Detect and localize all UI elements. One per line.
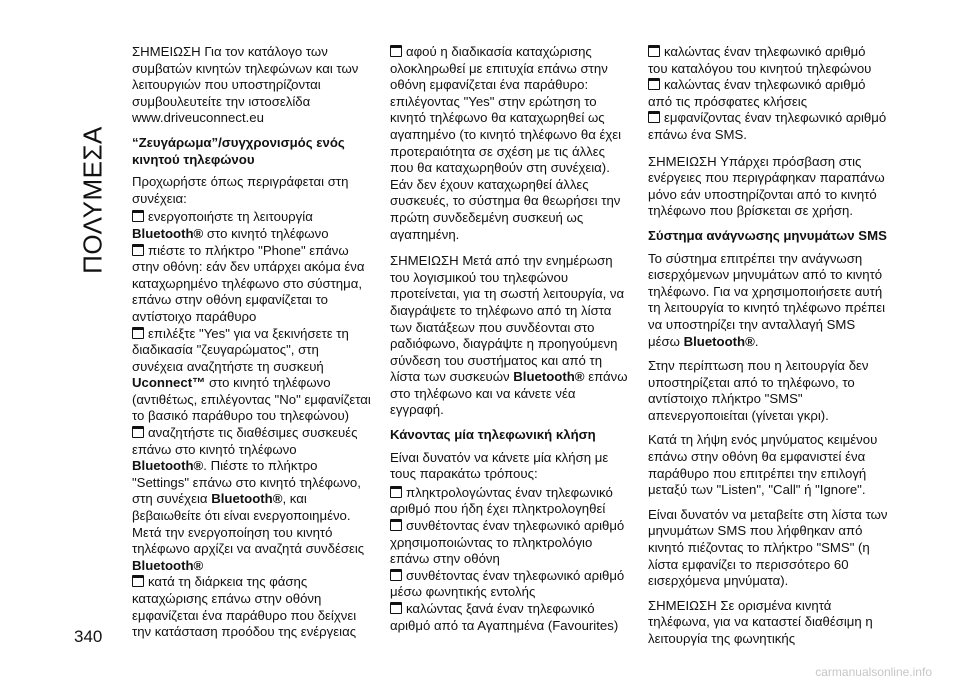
list-item: καλώντας ξανά έναν τηλεφωνικό αριθμό από τα Αγαπημένα (Favourites): [390, 601, 619, 633]
heading-pairing: “Ζευγάρωμα”/συγχρονισμός ενός κινητού τηλεφώνου: [132, 134, 345, 167]
bullet-icon: [648, 78, 660, 90]
heading-sms-reader: Σύστημα ανάγνωσης μηνυμάτων SMS: [648, 227, 887, 243]
sms-list: Είναι δυνατόν να μεταβείτε στη λίστα των μηνυμάτων SMS που λήφθηκαν από κινητό πιέζοντας το πλήκτρο "SMS" (η λίστα εμφανίζει το περισσότερο 60 εισερχόμενα μηνύματα).: [648, 506, 888, 589]
bullet-icon: [132, 210, 144, 222]
bullet-icon: [132, 575, 144, 587]
note-access: ΣΗΜΕΙΩΣΗ Υπάρχει πρόσβαση στις ενέργειες που περιγράφηκαν παραπάνω μόνο εάν υποστηρίζονται από το κινητό τηλέφωνο που βρίσκεται σε χρήση.: [648, 153, 885, 219]
section-title-text: ΠΟΛΥΜΕΣΑ: [77, 126, 107, 274]
section-title-vertical: [70, 0, 115, 300]
bullet-icon: [390, 602, 402, 614]
list-item: επιλέξτε "Yes" για να ξεκινήσετε τη διαδικασία "ζευγαρώματος", στη συνέχεια αναζητήστε τη συσκευή Uconnect™ στο κινητό τηλέφωνο (αντιθέτως, επιλέγοντας "No" εμφανίζεται το βασικό παράθυρο του τηλεφώνου): [132, 325, 371, 424]
bullet-icon: [390, 45, 402, 57]
bullet-icon: [132, 244, 144, 256]
bullet-icon: [648, 111, 660, 123]
bullet-icon: [390, 569, 402, 581]
call-intro: Είναι δυνατόν να κάνετε μία κλήση με τους παρακάτω τρόπους:: [390, 449, 609, 482]
list-item: συνθέτοντας έναν τηλεφωνικό αριθμό χρησιμοποιώντας το πληκτρολόγιο επάνω στην οθόνη: [390, 518, 625, 567]
bullet-icon: [648, 45, 660, 57]
bullet-icon: [390, 486, 402, 498]
list-item: ενεργοποιήστε τη λειτουργία Bluetooth® στο κινητό τηλέφωνο: [132, 209, 329, 241]
bullet-icon: [132, 426, 144, 438]
bullet-icon: [390, 519, 402, 531]
bullet-icon: [132, 327, 144, 339]
note-software-update: ΣΗΜΕΙΩΣΗ Μετά από την ενημέρωση του λογισμικού του τηλεφώνου προτείνεται, για τη σωστή λειτουργία, να διαγράψετε το τηλέφωνο από τη λίστα των διατάξεων που συνδέονται στο ραδιόφωνο, διαγράψτε η προηγούμενη σύνδεση του συστήματος και από τη λίστα των συσκευών Bluetooth® επάνω στο τηλέφωνο και να κάνετε νέα εγγραφή.: [390, 253, 628, 418]
list-item: αναζητήστε τις διαθέσιμες συσκευές επάνω στο κινητό τηλέφωνο Bluetooth®. Πιέστε το πλήκτρο "Settings" επάνω στο κινητό τηλέφωνο, στη συνέχεια Bluetooth®, και βεβαιωθείτε ότι είναι ενεργοποιημένο. Μετά την ενεργοποίηση του κινητό τηλέφωνο αρχίζει να αναζητά συνδέσεις Bluetooth®: [132, 425, 365, 573]
column-2: [390, 44, 630, 634]
list-item: συνθέτοντας έναν τηλεφωνικό αριθμό μέσω φωνητικής εντολής: [390, 567, 625, 600]
heading-make-call: Κάνοντας μία τηλεφωνική κλήση: [390, 427, 596, 443]
column-1: [132, 44, 372, 641]
column-3: [648, 44, 888, 656]
list-item: αφού η διαδικασία καταχώρισης ολοκληρωθεί με επιτυχία επάνω στην οθόνη εμφανίζεται ένα παράθυρο: επιλέγοντας "Yes" στην ερώτηση το κινητό τηλέφωνο θα καταχωρηθεί ως αγαπημένο (το κινητό τηλέφωνο θα έχει προτεραιότητα σε σχέση με τις άλλες που θα καταχωρηθούν στη συνέχεια). Εάν δεν έχουν καταχωρηθεί άλλες συσκευές, το σύστημα θα θεωρήσει την πρώτη συνδεδεμένη συσκευή ως αγαπημένη.: [390, 44, 622, 242]
sms-description: Το σύστημα επιτρέπει την ανάγνωση εισερχόμενων μηνυμάτων από το κινητό τηλέφωνο. Για να χρησιμοποιήσετε αυτή τη λειτουργία το κινητό τηλέφωνο πρέπει να υποστηρίζει την ανταλλαγή SMS μέσω Bluetooth®.: [648, 250, 886, 349]
list-item: πιέστε το πλήκτρο "Phone" επάνω στην οθόνη: εάν δεν υπάρχει ακόμα ένα καταχωρημένο τηλέφωνο στο σύστημα, επάνω στην οθόνη εμφανίζεται το αντίστοιχο παράθυρο: [132, 242, 365, 324]
note-compatibility: ΣΗΜΕΙΩΣΗ Για τον κατάλογο των συμβατών κινητών τηλεφώνων και των λειτουργιών που υποστηρίζονται συμβουλευτείτε την ιστοσελίδα www.driveuconnect.eu: [132, 44, 359, 126]
watermark: carmanualsonline.info: [815, 665, 932, 679]
note-voice: ΣΗΜΕΙΩΣΗ Σε ορισμένα κινητά τηλέφωνα, για να καταστεί διαθέσιμη η λειτουργία της φωνητικής: [648, 597, 873, 646]
list-item: καλώντας έναν τηλεφωνικό αριθμό του καταλόγου του κινητού τηλεφώνου: [648, 44, 872, 76]
sms-receive: Κατά τη λήψη ενός μηνύματος κειμένου επάνω στην οθόνη θα εμφανιστεί ένα παράθυρο που επιτρέπει την επιλογή μεταξύ των "Listen", "Call" ή "Ignore".: [648, 432, 878, 498]
sms-not-supported: Στην περίπτωση που η λειτουργία δεν υποστηρίζεται από το τηλέφωνο, το αντίστοιχο πλήκτρο "SMS" απενεργοποιείται (γίνεται γκρι).: [648, 358, 869, 423]
page-number: 340: [74, 627, 103, 646]
list-item: πληκτρολογώντας έναν τηλεφωνικό αριθμό που ήδη έχει πληκτρολογηθεί: [390, 484, 613, 517]
list-item: κατά τη διάρκεια της φάσης καταχώρισης επάνω στην οθόνη εμφανίζεται ένα παράθυρο που δείχνει την κατάσταση προόδου της ενέργειας: [132, 574, 357, 640]
pairing-intro: Προχωρήστε όπως περιγράφεται στη συνέχεια:: [132, 174, 349, 206]
list-item: καλώντας έναν τηλεφωνικό αριθμό από τις πρόσφατες κλήσεις: [648, 77, 866, 109]
list-item: εμφανίζοντας έναν τηλεφωνικό αριθμό επάνω ένα SMS.: [648, 110, 887, 142]
